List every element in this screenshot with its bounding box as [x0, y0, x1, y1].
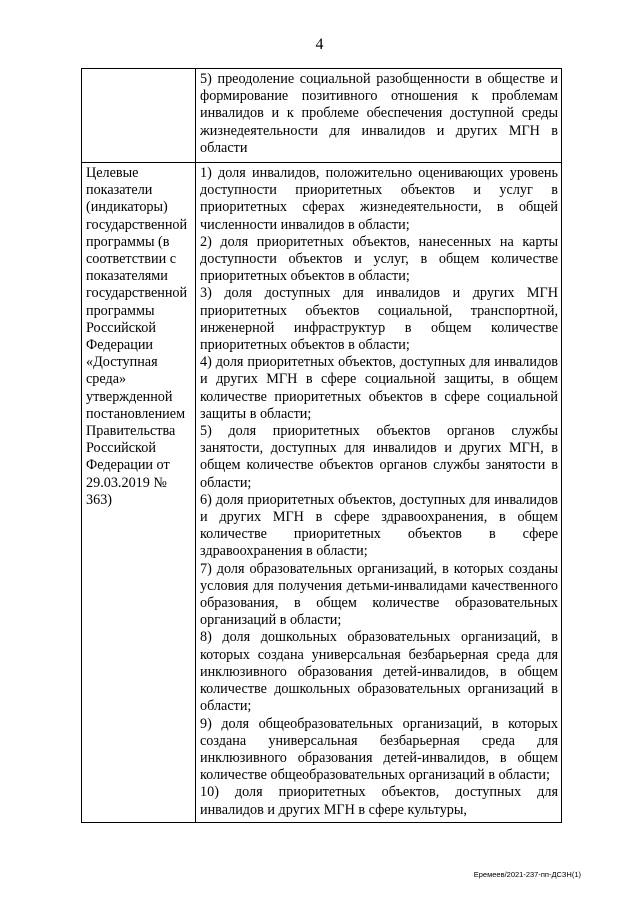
indicator-item: 1) доля инвалидов, положительно оценивающих уровень доступности приоритетных объектов и услуг в приоритетных сферах жизнедеятельности, в общей численности инвалидов в области;	[200, 165, 558, 233]
document-footer-code: Еремеев/2021-237-пп-ДСЗН(1)	[473, 870, 581, 879]
target-indicators-label: Целевые показатели (индикаторы) государственной программы (в соответствии с показателями государственной программы Российской Федерации «Доступная среда» утвержденной постановлением Правительства Российской Федерации от 29.03.2019 № 363)	[86, 165, 188, 508]
row1-content-text: 5) преодоление социальной разобщенности в обществе и формирование позитивного отношения к проблемам инвалидов и к проблеме обеспечения доступной среды жизнедеятельности для инвалидов и других МГН в области	[200, 71, 558, 156]
program-table	[81, 68, 562, 823]
target-indicators-label-cell	[82, 163, 196, 823]
indicator-item: 5) доля приоритетных объектов органов службы занятости, доступных для инвалидов и других МГН, в общем количестве объектов органов службы занятости в области;	[200, 423, 558, 491]
table-row	[82, 69, 562, 163]
indicator-item: 8) доля дошкольных образовательных организаций, в которых создана универсальная безбарьерная среда для инклюзивного образования детей-инвалидов, в общем количестве дошкольных образовательных организаций в области;	[200, 629, 558, 715]
indicator-item: 2) доля приоритетных объектов, нанесенных на карты доступности объектов и услуг, в общем количестве приоритетных объектов в области;	[200, 233, 558, 285]
indicator-item: 10) доля приоритетных объектов, доступных для инвалидов и других МГН в сфере культуры,	[200, 784, 558, 818]
row1-label-cell	[82, 69, 196, 163]
indicator-item: 9) доля общеобразовательных организаций, в которых создана универсальная безбарьерная среда для инклюзивного образования детей-инвалидов, в общем количестве общеобразовательных организаций в области;	[200, 715, 558, 784]
row1-content-cell	[196, 69, 562, 163]
indicator-item: 6) доля приоритетных объектов, доступных для инвалидов и других МГН в сфере здравоохранения, в общем количестве приоритетных объектов в сфере здравоохранения в области;	[200, 491, 558, 560]
page-number: 4	[315, 36, 324, 53]
target-indicators-list-cell	[196, 163, 562, 823]
indicator-item: 3) доля доступных для инвалидов и других МГН приоритетных объектов социальной, транспортной, инженерной инфраструктур в общем количестве приоритетных объектов в области;	[200, 285, 558, 354]
table-row	[82, 163, 562, 823]
indicator-item: 4) доля приоритетных объектов, доступных для инвалидов и других МГН в сфере социальной защиты, в общем количестве приоритетных объектов в сфере социальной защиты в области;	[200, 354, 558, 422]
indicator-item: 7) доля образовательных организаций, в которых созданы условия для получения детьми-инвалидами качественного образования, в общем количестве образовательных организаций в области;	[200, 560, 558, 629]
